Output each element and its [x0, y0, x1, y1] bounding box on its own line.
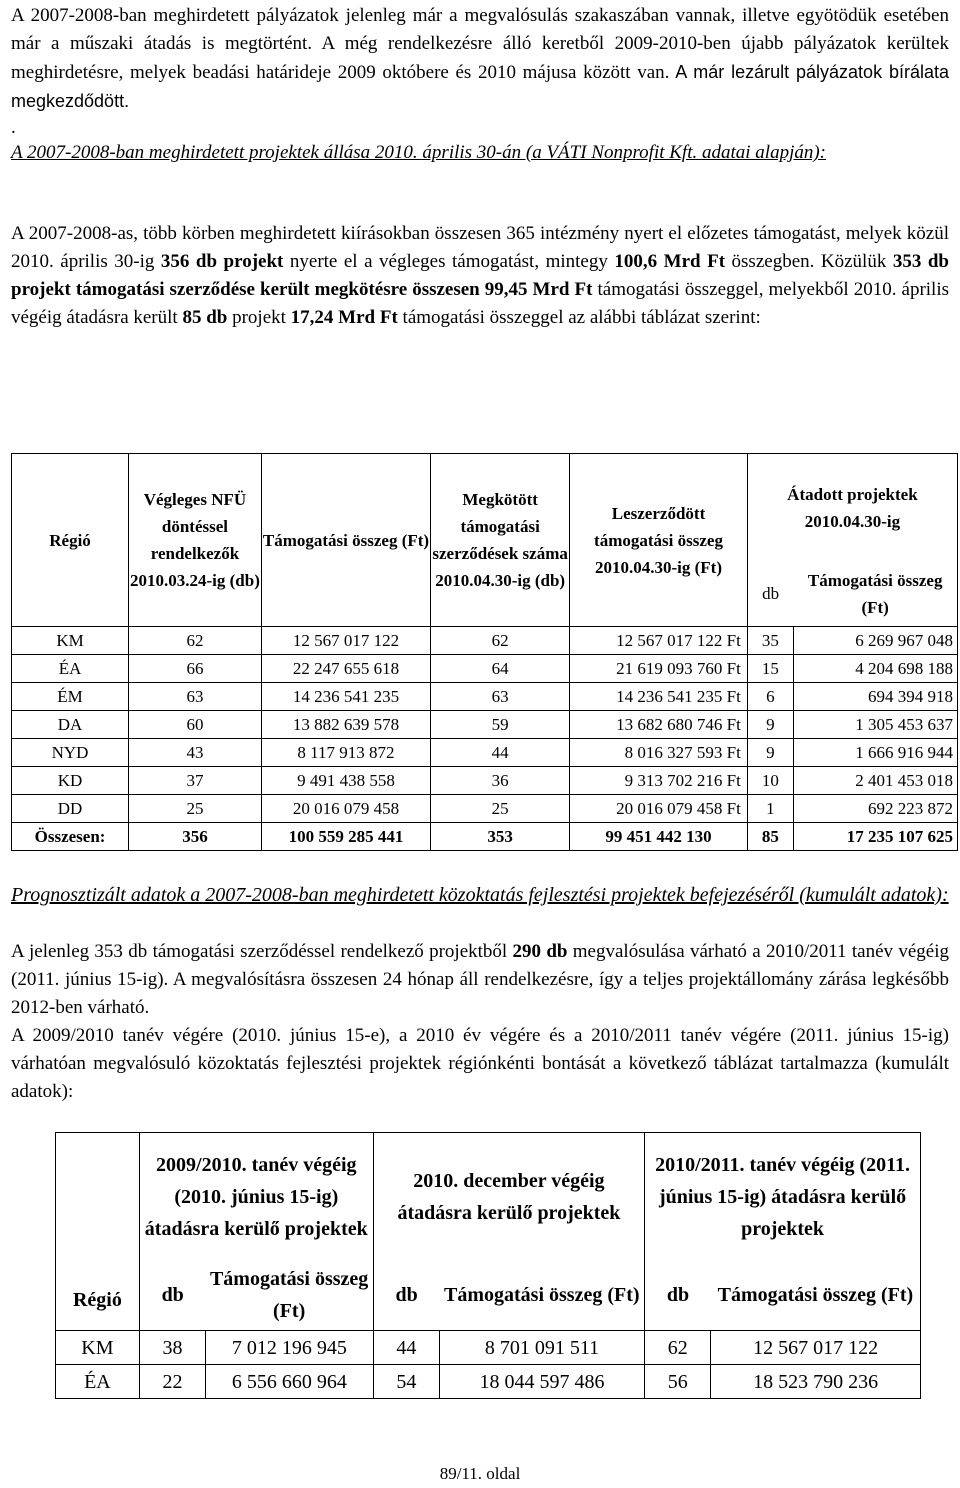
summary-text: projekt — [227, 307, 291, 328]
t2-cell: 56 — [645, 1365, 711, 1399]
table-cell: 9 313 702 216 Ft — [570, 767, 748, 795]
table-cell: 9 491 438 558 — [261, 767, 430, 795]
intro-paragraph — [11, 2, 949, 116]
table-cell: 59 — [431, 711, 570, 739]
region-cell: DD — [12, 795, 129, 823]
intro-text-sans: A már lezárult pályázatok bírálata megkezdődött. — [11, 62, 950, 111]
table-cell: 1 — [747, 795, 793, 823]
summary-text: támogatási összeggel, melyekből 2010. április végéig átadásra került — [11, 279, 949, 328]
t2-header-region: Régió — [56, 1133, 140, 1331]
t2-header-db: db — [645, 1261, 711, 1331]
intro-text: A 2007-2008-ban meghirdetett pályázatok jelenleg már a megvalósulás szakaszában vannak, illetve egyötödük esetében már a műszaki átadás is megtörtént. A még rendelkezésre álló keretből 2009-2010-ben újabb pályázatok kerültek meghirdetésre, melyek beadási határideje 2009 októbere és 2010 májusa között van. — [11, 5, 949, 83]
header-contracts: Megkötött támogatási szerződések száma 2010.04.30-ig (db) — [431, 454, 570, 627]
summary-bold: 17,24 Mrd Ft — [290, 307, 398, 328]
table-cell: 62 — [431, 627, 570, 655]
header-handed-over: Átadott projektek 2010.04.30-ig — [747, 454, 957, 562]
table-row — [12, 655, 958, 683]
t2-row — [56, 1331, 921, 1365]
table-cell: 35 — [747, 627, 793, 655]
t2-cell: 8 701 091 511 — [439, 1331, 644, 1365]
t2-header-db: db — [373, 1261, 439, 1331]
header-db: db — [747, 562, 793, 627]
table-cell: 63 — [129, 683, 262, 711]
t2-region-cell: ÉA — [56, 1365, 140, 1399]
t2-cell: 22 — [139, 1365, 205, 1399]
table-cell: 100 559 285 441 — [261, 823, 430, 851]
summary-paragraph — [11, 220, 949, 332]
table-cell: 12 567 017 122 Ft — [570, 627, 748, 655]
table-cell: 14 236 541 235 Ft — [570, 683, 748, 711]
summary-bold: 356 db projekt — [160, 251, 284, 272]
summary-text: támogatási összeggel az alábbi táblázat szerint: — [397, 307, 761, 328]
summary-text: nyerte el a végleges támogatást, mintegy — [283, 251, 615, 272]
t2-cell: 18 044 597 486 — [439, 1365, 644, 1399]
table-cell: 692 223 872 — [793, 795, 957, 823]
t2-body — [56, 1331, 921, 1399]
t2-header-group3: 2010/2011. tanév végéig (2011. június 15-ig) átadásra kerülő projektek — [645, 1133, 921, 1261]
table-cell: 17 235 107 625 — [793, 823, 957, 851]
t2-header-group1: 2009/2010. tanév végéig (2010. június 15-ig) átadásra kerülő projektek — [139, 1133, 373, 1261]
table-cell: 62 — [129, 627, 262, 655]
table-row — [12, 739, 958, 767]
table-cell: 4 204 698 188 — [793, 655, 957, 683]
table-body — [12, 627, 958, 823]
table-cell: 22 247 655 618 — [261, 655, 430, 683]
table-cell: 36 — [431, 767, 570, 795]
summary-text: A 2007-2008-as, több körben meghirdetett kiírásokban összesen 365 intézmény nyert el előzetes támogatást, melyek közül 2010. április 30-ig — [11, 223, 949, 272]
t2-cell: 12 567 017 122 — [711, 1331, 921, 1365]
table-cell: 13 682 680 746 Ft — [570, 711, 748, 739]
t2-cell: 38 — [139, 1331, 205, 1365]
table-cell: 37 — [129, 767, 262, 795]
t2-cell: 18 523 790 236 — [711, 1365, 921, 1399]
table-cell: 10 — [747, 767, 793, 795]
table-cell: 14 236 541 235 — [261, 683, 430, 711]
table-row — [12, 767, 958, 795]
table-cell: 66 — [129, 655, 262, 683]
table-cell: 1 305 453 637 — [793, 711, 957, 739]
section-heading-status: A 2007-2008-ban meghirdetett projektek állása 2010. április 30-án (a VÁTI Nonprofit Kft. adatai alapján): — [11, 142, 827, 163]
table-cell: 6 269 967 048 — [793, 627, 957, 655]
region-cell: KM — [12, 627, 129, 655]
table-row — [12, 683, 958, 711]
region-cell: KD — [12, 767, 129, 795]
summary-bold: 85 db — [182, 307, 228, 328]
table-cell: 353 — [431, 823, 570, 851]
header-region: Régió — [12, 454, 129, 627]
region-cell: DA — [12, 711, 129, 739]
t2-header-sum: Támogatási összeg (Ft) — [206, 1261, 374, 1331]
prog-text: A jelenleg 353 db támogatási szerződéssel rendelkező projektből — [11, 941, 513, 962]
table-cell: 6 — [747, 683, 793, 711]
table-cell: 25 — [129, 795, 262, 823]
table-cell: 63 — [431, 683, 570, 711]
t2-cell: 62 — [645, 1331, 711, 1365]
prog-bold: 290 db — [512, 941, 568, 962]
prog-text: megvalósulása várható a 2010/2011 tanév végéig (2011. június 15-ig). A megvalósításra összesen 24 hónap áll rendelkezésre, így a teljes projektállomány zárása legkésőbb 2012-ben várható. — [11, 941, 949, 1018]
table-cell: 64 — [431, 655, 570, 683]
table-cell: 1 666 916 944 — [793, 739, 957, 767]
table-row — [12, 711, 958, 739]
header-final-nfu: Végleges NFÜ döntéssel rendelkezők 2010.03.24-ig (db) — [129, 454, 262, 627]
table-cell: 694 394 918 — [793, 683, 957, 711]
t2-header-sum: Támogatási összeg (Ft) — [439, 1261, 644, 1331]
page-number: 89/11. oldal — [439, 1464, 521, 1483]
t2-cell: 44 — [373, 1331, 439, 1365]
table-cell: 9 — [747, 711, 793, 739]
t2-cell: 54 — [373, 1365, 439, 1399]
table-cell: 25 — [431, 795, 570, 823]
prognosis-paragraph-2: A 2009/2010 tanév végére (2010. június 15-e), a 2010 év végére és a 2010/2011 tanév végére (2011. június 15-ig) várhatóan megvalósuló közoktatás fejlesztési projektek régiónkénti bontását a következő táblázat tartalmazza (kumulált adatok): — [11, 1025, 949, 1102]
t2-cell: 6 556 660 964 — [206, 1365, 374, 1399]
total-label: Összesen: — [12, 823, 129, 851]
prognosis-table — [55, 1132, 921, 1399]
summary-bold: 100,6 Mrd Ft — [614, 251, 726, 272]
t2-header-sum: Támogatási összeg (Ft) — [711, 1261, 921, 1331]
t2-header-db: db — [139, 1261, 205, 1331]
t2-cell: 7 012 196 945 — [206, 1331, 374, 1365]
header-support-sum: Támogatási összeg (Ft) — [261, 454, 430, 627]
table-cell: 8 016 327 593 Ft — [570, 739, 748, 767]
t2-region-cell: KM — [56, 1331, 140, 1365]
table-cell: 21 619 093 760 Ft — [570, 655, 748, 683]
table-row — [12, 795, 958, 823]
table-cell: 13 882 639 578 — [261, 711, 430, 739]
table-cell: 99 451 442 130 — [570, 823, 748, 851]
table-cell: 356 — [129, 823, 262, 851]
summary-bold: 353 db projekt támogatási szerződése került megkötésre összesen 99,45 Mrd Ft — [11, 251, 949, 300]
header-handed-sum: Támogatási összeg (Ft) — [793, 562, 957, 627]
table-cell: 20 016 079 458 Ft — [570, 795, 748, 823]
summary-text: összegben. Közülük — [725, 251, 893, 272]
prognosis-paragraph-1 — [11, 938, 949, 1022]
table-cell: 43 — [129, 739, 262, 767]
table-cell: 44 — [431, 739, 570, 767]
table-cell: 9 — [747, 739, 793, 767]
table-cell: 20 016 079 458 — [261, 795, 430, 823]
region-cell: ÉA — [12, 655, 129, 683]
table-cell: 8 117 913 872 — [261, 739, 430, 767]
projects-status-table — [11, 453, 958, 851]
t2-row — [56, 1365, 921, 1399]
table-row — [12, 627, 958, 655]
table-cell: 12 567 017 122 — [261, 627, 430, 655]
stray-dot: . — [11, 117, 16, 138]
table-cell: 2 401 453 018 — [793, 767, 957, 795]
table-cell: 15 — [747, 655, 793, 683]
region-cell: NYD — [12, 739, 129, 767]
table-cell: 85 — [747, 823, 793, 851]
table-row-total — [12, 823, 958, 851]
table-cell: 60 — [129, 711, 262, 739]
t2-header-group2: 2010. december végéig átadásra kerülő projektek — [373, 1133, 644, 1261]
region-cell: ÉM — [12, 683, 129, 711]
section-heading-prognosis: Prognosztizált adatok a 2007-2008-ban meghirdetett közoktatás fejlesztési projektek befejezéséről (kumulált adatok): — [11, 884, 949, 906]
header-contracted-sum: Leszerződött támogatási összeg 2010.04.30-ig (Ft) — [570, 454, 748, 627]
